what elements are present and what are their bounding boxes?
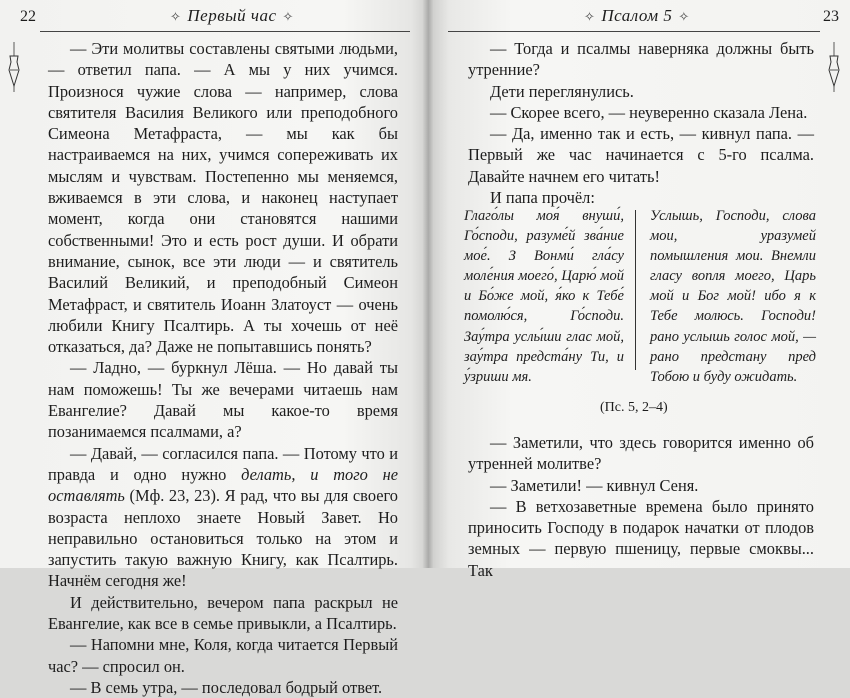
right-page-body-bottom [468, 432, 814, 581]
lamp-icon [827, 42, 841, 94]
right-page-number: 23 [823, 8, 839, 25]
right-header-rule [448, 31, 820, 32]
paragraph: — Скорее всего, — неуверенно сказала Лена. [490, 102, 808, 122]
paragraph: И папа прочёл: [490, 188, 595, 208]
ornament-icon: ✧ [678, 9, 690, 24]
paragraph: — Напомни мне, Коля, когда читается Первый час? — спросил он. [48, 635, 398, 676]
paragraph-rest: (Мф. 23, 23). Я рад, что вы для своего возраста неплохо знаете Новый Завет. Но неправильно остановиться только на этом и запустить такую важную Книгу, как Псалтирь. Начнём сегодня же! [48, 486, 398, 591]
column-divider [635, 210, 636, 370]
paragraph [48, 443, 398, 592]
paragraph: Дети переглянулись. [490, 81, 634, 101]
lamp-icon [7, 42, 21, 94]
ornament-icon: ✧ [282, 9, 294, 24]
slavonic-column: Глаго́лы моя́ внуши́, Го́споди, разуме́й зва́ние мое́. З Вонми́ гла́су моле́ния моего́, Царю́ мой и Бо́же мой, я́ко к Тебе́ помолю́ся, Го́споди. Зау́тра услы́ши глас мой, зау́тра предста́ну Ти, и у́зриши мя. [464, 208, 624, 385]
paragraph: — Тогда и псалмы наверняка должны быть утренние? [468, 39, 814, 80]
paragraph: — Эти молитвы составлены святыми людьми, — ответил папа. — А мы у них учимся. Произнося чужие слова — например, слова святителя Василия Великого или преподобного Симеона Метафраста, — мы как бы настраиваемся на них, учимся сопереживать их мыслям и чувствам. Постепенно мы меняемся, вживаемся в эти слова, и наконец наступает момент, когда они становятся нашими собственными! Это и есть рост души. И обрати внимание, сынок, все эти люди — и святитель Василий Великий, и преподобный Симеон Метафраст, и святитель Иоанн Златоуст — очень любили Книгу Псалтирь. А ты хочешь от неё отказаться, да? Даже не попытавшись понять? [48, 39, 398, 357]
paragraph: — Заметили! — кивнул Сеня. [490, 475, 699, 495]
ornament-icon: ✧ [170, 9, 182, 24]
right-running-head-text: Псалом 5 [601, 6, 673, 25]
paragraph: И действительно, вечером папа раскрыл не Евангелие, как все в семье привыкли, а Псалтирь. [48, 592, 398, 634]
paragraph: — Ладно, — буркнул Лёша. — Но давай ты нам поможешь! Ты же вечерами читаешь нам Евангелие? Давай мы какое-то время позанимаемся псалмами, а? [48, 358, 398, 442]
ornament-icon: ✧ [584, 9, 596, 24]
left-page-body [48, 38, 398, 698]
paragraph-start: — Давай, — согласился папа. — Потому что и правда и одно нужно [48, 443, 398, 484]
left-page-number: 22 [20, 8, 36, 25]
paragraph: — В ветхозаветные времена было принято приносить Господу в подарок начатки от плодов земных — первую пшеницу, первые смоквы... Так [468, 496, 814, 580]
paragraph: — В семь утра, — последовал бодрый ответ. [70, 677, 383, 697]
right-page [428, 0, 850, 580]
book-gutter [423, 0, 433, 568]
italic-quote: делать, и того не оставлять [48, 464, 399, 506]
psalm-reference: (Пс. 5, 2–4) [600, 400, 668, 415]
paragraph: — Да, именно так и есть, — кивнул папа. — Первый же час начинается с 5-го псалма. Давайте начнем его читать! [468, 124, 814, 186]
right-running-head [578, 6, 696, 26]
russian-column: Услышь, Господи, слова мои, уразумей помышления мои. Внемли гласу вопля моего, Царь мой и Бог мой! ибо я к Тебе молюсь. Господи! рано услышь голос мой, — рано предстану пред Тобою и буду ожидать. [650, 208, 816, 385]
left-running-head-text: Первый час [187, 6, 277, 25]
left-running-head [164, 6, 300, 26]
paragraph: — Заметили, что здесь говорится именно об утренней молитве? [468, 433, 814, 474]
right-page-body-top [468, 38, 814, 208]
left-header-rule [40, 31, 410, 32]
